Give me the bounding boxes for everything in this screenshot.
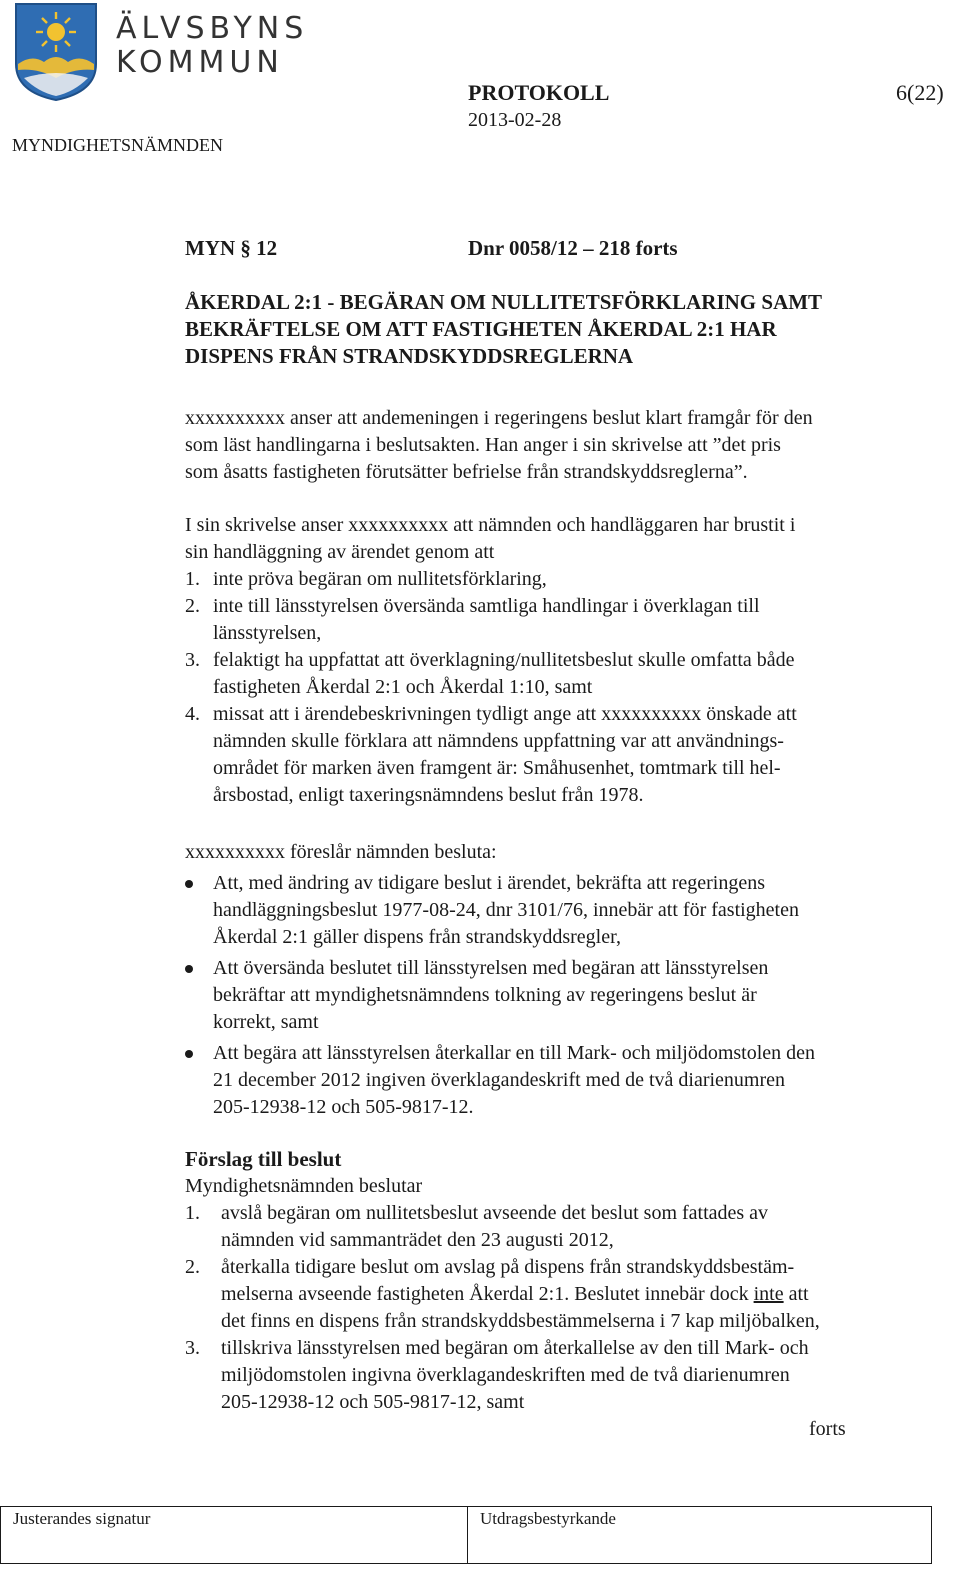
decision-proposal bbox=[185, 1146, 930, 1416]
text-line: 205-12938-12 och 505-9817-12, samt bbox=[221, 1391, 525, 1413]
list-number: 2. bbox=[185, 595, 200, 617]
text-line: 205-12938-12 och 505-9817-12. bbox=[213, 1096, 474, 1118]
case-id: MYN § 12 bbox=[185, 236, 278, 260]
text-line: nämnden skulle förklara att nämndens uppfattning var att användnings- bbox=[213, 730, 784, 752]
complaint-list bbox=[185, 566, 920, 809]
list-item bbox=[185, 593, 920, 647]
decision-list bbox=[185, 1200, 930, 1416]
list-item bbox=[185, 1254, 930, 1335]
text-line: Att, med ändring av tidigare beslut i ärendet, bekräfta att regeringens bbox=[213, 872, 766, 894]
bullet-item bbox=[185, 1040, 920, 1121]
text-line: felaktigt ha uppfattat att överklagning/nullitetsbeslut skulle omfatta både bbox=[213, 649, 795, 671]
org-line-1: ÄLVSBYNS bbox=[116, 11, 309, 46]
list-number: 3. bbox=[185, 1337, 200, 1359]
text-line: Att begära att länsstyrelsen återkallar en till Mark- och miljödomstolen den bbox=[213, 1042, 816, 1064]
text-line: området för marken även framgent är: Småhusenhet, tomtmark till hel- bbox=[213, 757, 781, 779]
text-line: missat att i ärendebeskrivningen tydligt ange att xxxxxxxxxx önskade att bbox=[213, 703, 797, 725]
proposal-bullets bbox=[185, 870, 920, 1121]
text-line: 21 december 2012 ingiven överklagandeskrift med de två diarienumren bbox=[213, 1069, 786, 1091]
certification-cell bbox=[468, 1507, 931, 1563]
text-line: tillskriva länsstyrelsen med begäran om återkallelse av den till Mark- och bbox=[221, 1337, 809, 1359]
case-title bbox=[185, 289, 822, 370]
bullet-item bbox=[185, 870, 920, 951]
section-heading: Förslag till beslut bbox=[185, 1147, 342, 1171]
text-line: länsstyrelsen, bbox=[213, 622, 322, 644]
list-item bbox=[185, 647, 920, 701]
text-line: årsbostad, enligt taxeringsnämndens beslut från 1978. bbox=[213, 784, 644, 806]
signature-label: Justerandes signatur bbox=[13, 1509, 151, 1528]
bullet-icon bbox=[185, 965, 193, 973]
text-line: korrekt, samt bbox=[213, 1011, 319, 1033]
org-line-2: KOMMUN bbox=[116, 45, 284, 80]
document-type: PROTOKOLL bbox=[468, 80, 610, 105]
page-number: 6(22) bbox=[896, 80, 944, 105]
text-line: avslå begäran om nullitetsbeslut avseende det beslut som fattades av bbox=[221, 1202, 769, 1224]
text-line: Åkerdal 2:1 gäller dispens från strandskyddsregler, bbox=[213, 926, 621, 948]
bullet-item bbox=[185, 955, 920, 1036]
text-line: miljödomstolen ingivna överklagandeskriften med de två diarienumren bbox=[221, 1364, 790, 1386]
list-number: 2. bbox=[185, 1256, 200, 1278]
text-line: som läst handlingarna i beslutsakten. Han anger i sin skrivelse att ”det pris bbox=[185, 434, 781, 456]
document-date: 2013-02-28 bbox=[468, 109, 562, 131]
text-line: bekräftar att myndighetsnämndens tolkning av regeringens beslut är bbox=[213, 984, 757, 1006]
text-line: återkalla tidigare beslut om avslag på dispens från strandskyddsbestäm- bbox=[221, 1256, 795, 1278]
list-number: 3. bbox=[185, 649, 200, 671]
list-item bbox=[185, 701, 920, 809]
signature-footer bbox=[0, 1506, 932, 1564]
case-dnr: Dnr 0058/12 – 218 forts bbox=[468, 236, 678, 260]
text-line: Att översända beslutet till länsstyrelsen med begäran att länsstyrelsen bbox=[213, 957, 769, 979]
certification-label: Utdragsbestyrkande bbox=[480, 1509, 616, 1528]
organization-name bbox=[116, 12, 308, 80]
coat-of-arms-icon bbox=[14, 2, 98, 102]
list-number: 1. bbox=[185, 568, 200, 590]
list-item bbox=[185, 1200, 930, 1254]
text-line: Myndighetsnämnden beslutar bbox=[185, 1175, 423, 1197]
list-item bbox=[185, 1335, 930, 1416]
text-line: sin handläggning av ärendet genom att bbox=[185, 541, 495, 563]
list-number: 4. bbox=[185, 703, 200, 725]
text-line: fastigheten Åkerdal 2:1 och Åkerdal 1:10, samt bbox=[213, 676, 593, 698]
signature-cell bbox=[1, 1507, 468, 1563]
bullet-icon bbox=[185, 1050, 193, 1058]
list-number: 1. bbox=[185, 1202, 200, 1224]
continuation-note: forts bbox=[809, 1418, 846, 1440]
text-line: inte pröva begäran om nullitetsförklaring, bbox=[213, 568, 547, 590]
paragraph-2 bbox=[185, 512, 920, 809]
text-segment: melserna avseende fastigheten Åkerdal 2:1. Beslutet innebär dock bbox=[221, 1283, 749, 1305]
title-line: ÅKERDAL 2:1 - BEGÄRAN OM NULLITETSFÖRKLARING SAMT bbox=[185, 290, 823, 314]
paragraph-1 bbox=[185, 405, 920, 486]
text-line: nämnden vid sammanträdet den 23 augusti 2012, bbox=[221, 1229, 614, 1251]
text-line: xxxxxxxxxx föreslår nämnden besluta: bbox=[185, 841, 497, 863]
list-item bbox=[185, 566, 920, 593]
department-name: MYNDIGHETSNÄMNDEN bbox=[12, 135, 223, 155]
text-line: I sin skrivelse anser xxxxxxxxxx att nämnden och handläggaren har brustit i bbox=[185, 514, 796, 536]
title-line: BEKRÄFTELSE OM ATT FASTIGHETEN ÅKERDAL 2:1 HAR bbox=[185, 317, 777, 341]
text-segment: att bbox=[788, 1283, 809, 1305]
text-line: som åsatts fastigheten förutsätter befrielse från strandskyddsreglerna”. bbox=[185, 461, 748, 483]
text-line bbox=[221, 1281, 930, 1308]
paragraph-3 bbox=[185, 839, 920, 1125]
underlined-word: inte bbox=[753, 1283, 784, 1305]
text-line: handläggningsbeslut 1977-08-24, dnr 3101/76, innebär att för fastigheten bbox=[213, 899, 799, 921]
text-line: xxxxxxxxxx anser att andemeningen i regeringens beslut klart framgår för den bbox=[185, 407, 813, 429]
bullet-icon bbox=[185, 880, 193, 888]
text-line: det finns en dispens från strandskyddsbestämmelserna i 7 kap miljöbalken, bbox=[221, 1310, 820, 1332]
text-line: inte till länsstyrelsen översända samtliga handlingar i överklagan till bbox=[213, 595, 760, 617]
title-line: DISPENS FRÅN STRANDSKYDDSREGLERNA bbox=[185, 344, 634, 368]
